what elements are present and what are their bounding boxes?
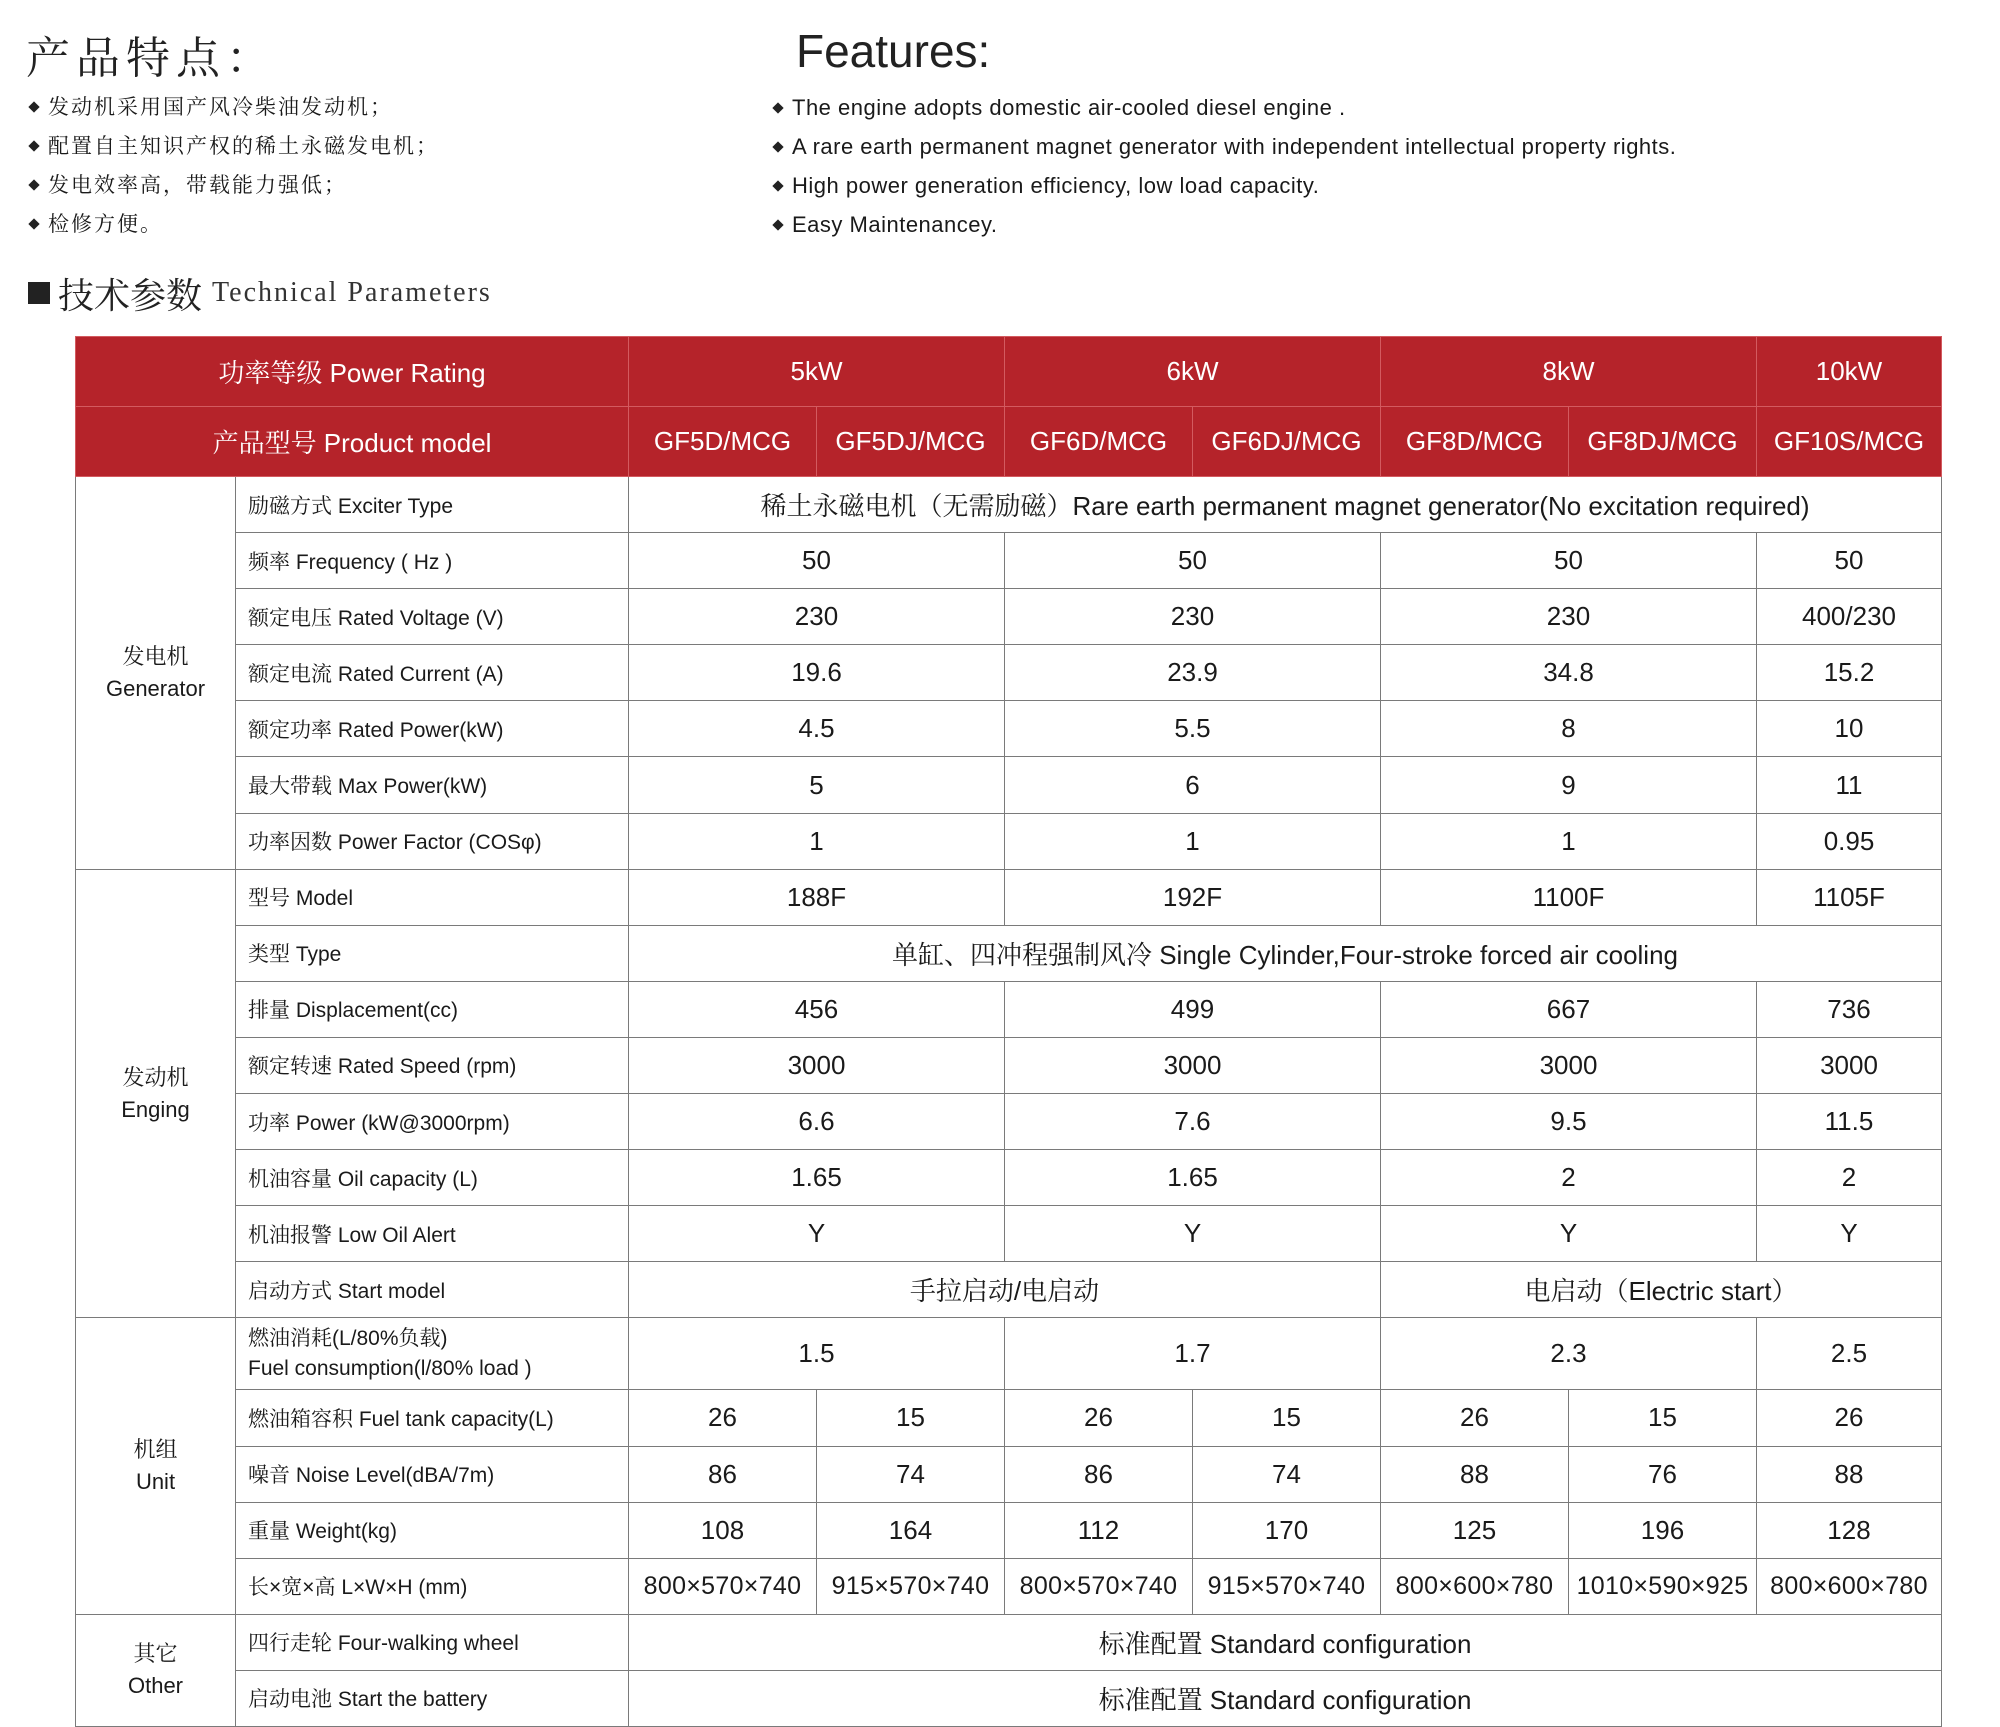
table-cell: 192F — [1005, 869, 1381, 925]
table-cell: 1 — [629, 813, 1005, 869]
table-cell: 1.65 — [629, 1150, 1005, 1206]
power-rating-label: 功率等级 Power Rating — [76, 337, 629, 407]
row-label: 型号 Model — [236, 869, 629, 925]
table-cell: 74 — [1193, 1446, 1381, 1502]
table-cell: 3000 — [1005, 1037, 1381, 1093]
table-cell: 5 — [629, 757, 1005, 813]
row-label: 燃油箱容积 Fuel tank capacity(L) — [236, 1390, 629, 1446]
table-cell: 10 — [1757, 701, 1942, 757]
table-row — [76, 757, 1942, 813]
table-cell: 1.5 — [629, 1318, 1005, 1390]
table-cell: 86 — [629, 1446, 817, 1502]
table-cell: 4.5 — [629, 701, 1005, 757]
table-cell: 196 — [1569, 1502, 1757, 1558]
table-cell: 9 — [1381, 757, 1757, 813]
table-cell: 19.6 — [629, 645, 1005, 701]
table-cell: 1 — [1381, 813, 1757, 869]
group-generator: 发电机 Generator — [76, 477, 236, 870]
table-cell: 170 — [1193, 1502, 1381, 1558]
bullet-icon — [772, 102, 783, 113]
features-title-en: Features: — [796, 25, 991, 77]
model-cell: GF6D/MCG — [1005, 407, 1193, 477]
feature-item: The engine adopts domestic air-cooled diesel engine . — [770, 88, 1676, 127]
row-label: 启动电池 Start the battery — [236, 1670, 629, 1726]
table-cell: 5.5 — [1005, 701, 1381, 757]
table-cell: 2 — [1757, 1150, 1942, 1206]
table-cell: 736 — [1757, 981, 1942, 1037]
table-cell: Y — [1757, 1206, 1942, 1262]
table-cell: 单缸、四冲程强制风冷 Single Cylinder,Four-stroke forced air cooling — [629, 925, 1942, 981]
features-list-cn — [26, 88, 439, 244]
row-label: 启动方式 Start model — [236, 1262, 629, 1318]
table-row — [76, 1037, 1942, 1093]
model-cell: GF5DJ/MCG — [817, 407, 1005, 477]
table-cell: 11 — [1757, 757, 1942, 813]
table-cell: 11.5 — [1757, 1094, 1942, 1150]
table-cell: 26 — [1381, 1390, 1569, 1446]
table-row — [76, 1262, 1942, 1318]
table-cell: 6 — [1005, 757, 1381, 813]
row-label: 功率因数 Power Factor (COSφ) — [236, 813, 629, 869]
table-row — [76, 1318, 1942, 1390]
table-cell: 50 — [1381, 533, 1757, 589]
table-cell: 88 — [1757, 1446, 1942, 1502]
table-cell: 112 — [1005, 1502, 1193, 1558]
row-label: 燃油消耗(L/80%负载) Fuel consumption(l/80% load ) — [236, 1318, 629, 1390]
row-label: 机油报警 Low Oil Alert — [236, 1206, 629, 1262]
table-cell: 1100F — [1381, 869, 1757, 925]
table-cell: 188F — [629, 869, 1005, 925]
table-cell: 标准配置 Standard configuration — [629, 1670, 1942, 1726]
table-cell: 9.5 — [1381, 1094, 1757, 1150]
row-label: 最大带载 Max Power(kW) — [236, 757, 629, 813]
bullet-icon — [772, 180, 783, 191]
section-heading: 技术参数 Technical Parameters — [28, 268, 492, 318]
table-row — [76, 1390, 1942, 1446]
table-row — [76, 701, 1942, 757]
table-cell: 23.9 — [1005, 645, 1381, 701]
table-cell: 26 — [629, 1390, 817, 1446]
rating-cell: 5kW — [629, 337, 1005, 407]
table-cell: 125 — [1381, 1502, 1569, 1558]
spec-table — [75, 336, 1942, 1727]
table-cell: 2.5 — [1757, 1318, 1942, 1390]
table-row — [76, 1502, 1942, 1558]
row-label: 四行走轮 Four-walking wheel — [236, 1614, 629, 1670]
table-cell: 800×600×780 — [1381, 1558, 1569, 1614]
table-row — [76, 533, 1942, 589]
table-row — [76, 1446, 1942, 1502]
product-model-label: 产品型号 Product model — [76, 407, 629, 477]
table-cell: 15 — [817, 1390, 1005, 1446]
table-cell: 1.7 — [1005, 1318, 1381, 1390]
table-cell: 86 — [1005, 1446, 1193, 1502]
row-label: 机油容量 Oil capacity (L) — [236, 1150, 629, 1206]
row-label: 额定功率 Rated Power(kW) — [236, 701, 629, 757]
rating-cell: 8kW — [1381, 337, 1757, 407]
table-cell: 26 — [1757, 1390, 1942, 1446]
table-cell: 8 — [1381, 701, 1757, 757]
table-cell: 26 — [1005, 1390, 1193, 1446]
product-model-row — [76, 407, 1942, 477]
row-label: 额定电压 Rated Voltage (V) — [236, 589, 629, 645]
table-cell: 3000 — [1381, 1037, 1757, 1093]
table-row — [76, 645, 1942, 701]
model-cell: GF8D/MCG — [1381, 407, 1569, 477]
table-cell: 230 — [1381, 589, 1757, 645]
bullet-icon — [772, 141, 783, 152]
model-cell: GF5D/MCG — [629, 407, 817, 477]
table-row — [76, 1094, 1942, 1150]
table-cell: Y — [629, 1206, 1005, 1262]
power-rating-row — [76, 337, 1942, 407]
table-cell: 0.95 — [1757, 813, 1942, 869]
table-cell: 1010×590×925 — [1569, 1558, 1757, 1614]
row-label: 噪音 Noise Level(dBA/7m) — [236, 1446, 629, 1502]
table-cell: 3000 — [1757, 1037, 1942, 1093]
table-cell: Y — [1381, 1206, 1757, 1262]
table-cell: 88 — [1381, 1446, 1569, 1502]
table-cell: 76 — [1569, 1446, 1757, 1502]
bullet-icon — [28, 101, 39, 112]
group-engine: 发动机 Enging — [76, 869, 236, 1318]
row-label: 类型 Type — [236, 925, 629, 981]
model-cell: GF10S/MCG — [1757, 407, 1942, 477]
table-row — [76, 981, 1942, 1037]
feature-item: A rare earth permanent magnet generator with independent intellectual property rights. — [770, 127, 1676, 166]
table-cell: Y — [1005, 1206, 1381, 1262]
table-cell: 915×570×740 — [817, 1558, 1005, 1614]
feature-item: High power generation efficiency, low load capacity. — [770, 166, 1676, 205]
row-label: 频率 Frequency ( Hz ) — [236, 533, 629, 589]
table-cell: 800×570×740 — [629, 1558, 817, 1614]
row-label: 励磁方式 Exciter Type — [236, 477, 629, 533]
table-cell: 3000 — [629, 1037, 1005, 1093]
row-label: 额定电流 Rated Current (A) — [236, 645, 629, 701]
feature-item: 发动机采用国产风冷柴油发动机； — [26, 88, 439, 127]
table-cell: 6.6 — [629, 1094, 1005, 1150]
table-row — [76, 925, 1942, 981]
group-other: 其它 Other — [76, 1614, 236, 1726]
table-cell: 128 — [1757, 1502, 1942, 1558]
table-cell: 7.6 — [1005, 1094, 1381, 1150]
table-cell: 1.65 — [1005, 1150, 1381, 1206]
rating-cell: 6kW — [1005, 337, 1381, 407]
features-list-en — [770, 88, 1676, 244]
feature-item: 发电效率高，带载能力强低； — [26, 166, 439, 205]
table-cell: 108 — [629, 1502, 817, 1558]
row-label: 排量 Displacement(cc) — [236, 981, 629, 1037]
table-cell: 164 — [817, 1502, 1005, 1558]
table-row — [76, 589, 1942, 645]
row-label: 功率 Power (kW@3000rpm) — [236, 1094, 629, 1150]
table-cell: 50 — [1757, 533, 1942, 589]
feature-item: 配置自主知识产权的稀土永磁发电机； — [26, 127, 439, 166]
table-cell: 2.3 — [1381, 1318, 1757, 1390]
table-row — [76, 1614, 1942, 1670]
row-label: 长×宽×高 L×W×H (mm) — [236, 1558, 629, 1614]
table-cell: 34.8 — [1381, 645, 1757, 701]
rating-cell: 10kW — [1757, 337, 1942, 407]
table-row — [76, 1670, 1942, 1726]
table-row — [76, 813, 1942, 869]
table-cell: 800×600×780 — [1757, 1558, 1942, 1614]
bullet-icon — [28, 140, 39, 151]
table-cell: 2 — [1381, 1150, 1757, 1206]
table-cell: 400/230 — [1757, 589, 1942, 645]
table-cell: 456 — [629, 981, 1005, 1037]
table-cell: 800×570×740 — [1005, 1558, 1193, 1614]
table-cell: 1 — [1005, 813, 1381, 869]
table-cell: 15.2 — [1757, 645, 1942, 701]
table-row — [76, 869, 1942, 925]
row-label: 额定转速 Rated Speed (rpm) — [236, 1037, 629, 1093]
table-row — [76, 1150, 1942, 1206]
bullet-icon — [28, 179, 39, 190]
model-cell: GF6DJ/MCG — [1193, 407, 1381, 477]
table-cell: 标准配置 Standard configuration — [629, 1614, 1942, 1670]
group-unit: 机组 Unit — [76, 1318, 236, 1614]
table-cell: 50 — [1005, 533, 1381, 589]
table-cell: 稀土永磁电机（无需励磁）Rare earth permanent magnet generator(No excitation required) — [629, 477, 1942, 533]
row-label: 重量 Weight(kg) — [236, 1502, 629, 1558]
table-cell: 915×570×740 — [1193, 1558, 1381, 1614]
table-cell: 15 — [1569, 1390, 1757, 1446]
table-cell: 667 — [1381, 981, 1757, 1037]
feature-item: Easy Maintenancey. — [770, 205, 1676, 244]
table-cell: 1105F — [1757, 869, 1942, 925]
table-cell: 15 — [1193, 1390, 1381, 1446]
table-cell: 230 — [1005, 589, 1381, 645]
table-row — [76, 477, 1942, 533]
features-title-cn: 产品特点： — [26, 33, 276, 84]
table-cell: 电启动（Electric start） — [1381, 1262, 1942, 1318]
table-cell: 499 — [1005, 981, 1381, 1037]
bullet-icon — [772, 219, 783, 230]
bullet-icon — [28, 218, 39, 229]
table-cell: 74 — [817, 1446, 1005, 1502]
table-row — [76, 1558, 1942, 1614]
table-cell: 50 — [629, 533, 1005, 589]
table-cell: 230 — [629, 589, 1005, 645]
feature-item: 检修方便。 — [26, 205, 439, 244]
square-icon — [28, 282, 50, 304]
table-cell: 手拉启动/电启动 — [629, 1262, 1381, 1318]
model-cell: GF8DJ/MCG — [1569, 407, 1757, 477]
table-row — [76, 1206, 1942, 1262]
